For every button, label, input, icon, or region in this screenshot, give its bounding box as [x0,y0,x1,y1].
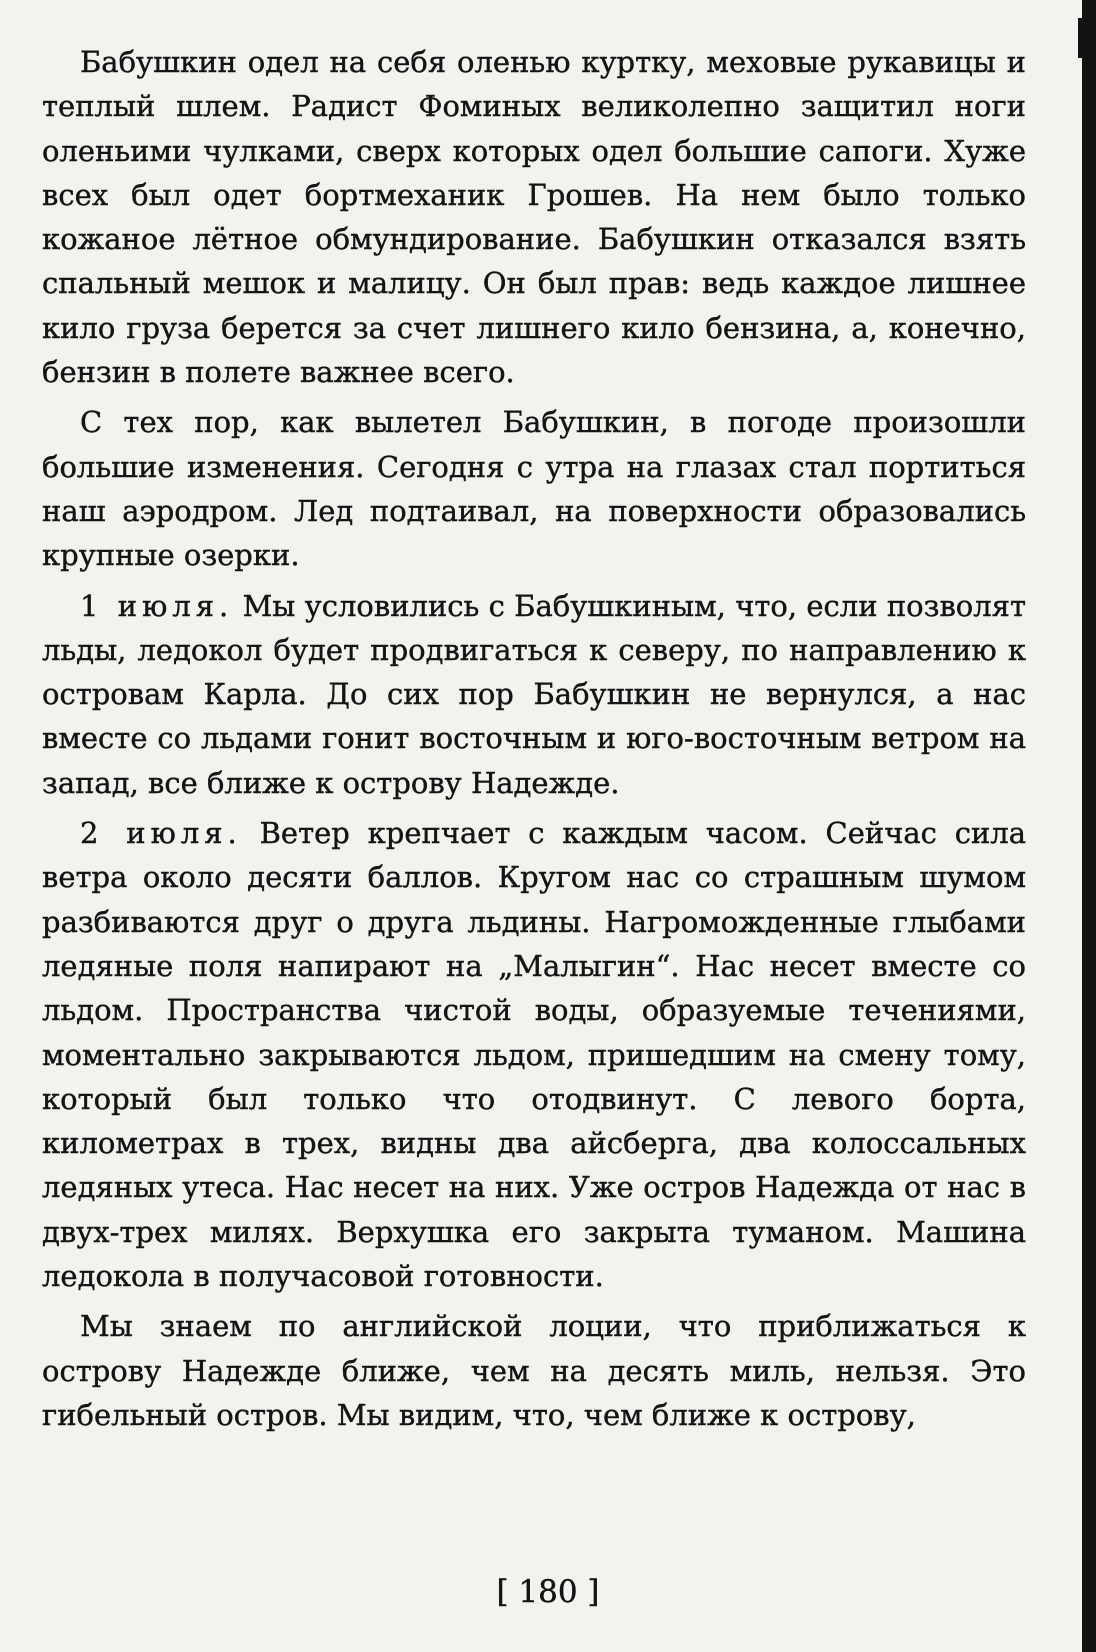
paragraph-1-text: Бабушкин одел на себя оленью куртку, меховые рукавицы и теплый шлем. Радист Фоминых великолепно защитил ноги оленьими чулками, сверх которых одел большие сапоги. Хуже всех был одет бортмеханик Грошев. На нем было только кожаное лётное обмундирование. Бабушкин отказался взять спальный мешок и малицу. Он был прав: ведь каждое лишнее кило груза берется за счет лишнего кило бензина, а, конечно, бензин в полете важнее всего. [42,45,1026,390]
paragraph-2-text: С тех пор, как вылетел Бабушкин, в погоде произошли большие изменения. Сегодня с утра на глазах стал портиться наш аэродром. Лед подтаивал, на поверхности образовались крупные озерки. [42,405,1026,573]
paragraph-5-text: Мы знаем по английской лоции, что приближаться к острову Надежде ближе, чем на десять миль, нельзя. Это гибельный остров. Мы видим, что, чем ближе к острову, [42,1309,1026,1432]
paragraph-1 [42,40,1026,394]
page-number: [ 180 ] [496,1574,600,1610]
page-edge-bar [1082,0,1096,1652]
paragraph-3-text: Мы условились с Бабушкиным, что, если позволят льды, ледокол будет продвигаться к северу, по направлению к островам Карла. До сих пор Бабушкин не вернулся, а нас вместе со льдами гонит восточным и юго-восточным ветром на запад, все ближе к острову Надежде. [42,588,1027,800]
page-edge-mark [1078,18,1084,58]
paragraph-5 [42,1304,1026,1437]
page-text [42,40,1026,1443]
paragraph-4-text: Ветер крепчает с каждым часом. Сейчас сила ветра около десяти баллов. Кругом нас со страшным шумом разбиваются друг о друга льдины. Нагроможденные глыбами ледяные поля напирают на „Малыгин“. Нас несет вместе со льдом. Пространства чистой воды, образуемые течениями, моментально закрываются льдом, пришедшим на смену тому, который был только что отодвинут. С левого борта, километрах в трех, видны два айсберга, два колоссальных ледяных утеса. Нас несет на них. Уже остров Надежда от нас в двух-трех милях. Верхушка его закрыта туманом. Машина ледокола в получасовой готовности. [42,816,1026,1294]
paragraph-4 [42,811,1026,1298]
date-heading-july-2: 2 июля. [80,816,242,851]
paragraph-2 [42,400,1026,577]
date-heading-july-1: 1 июля. [80,588,234,623]
paragraph-3 [42,584,1026,805]
